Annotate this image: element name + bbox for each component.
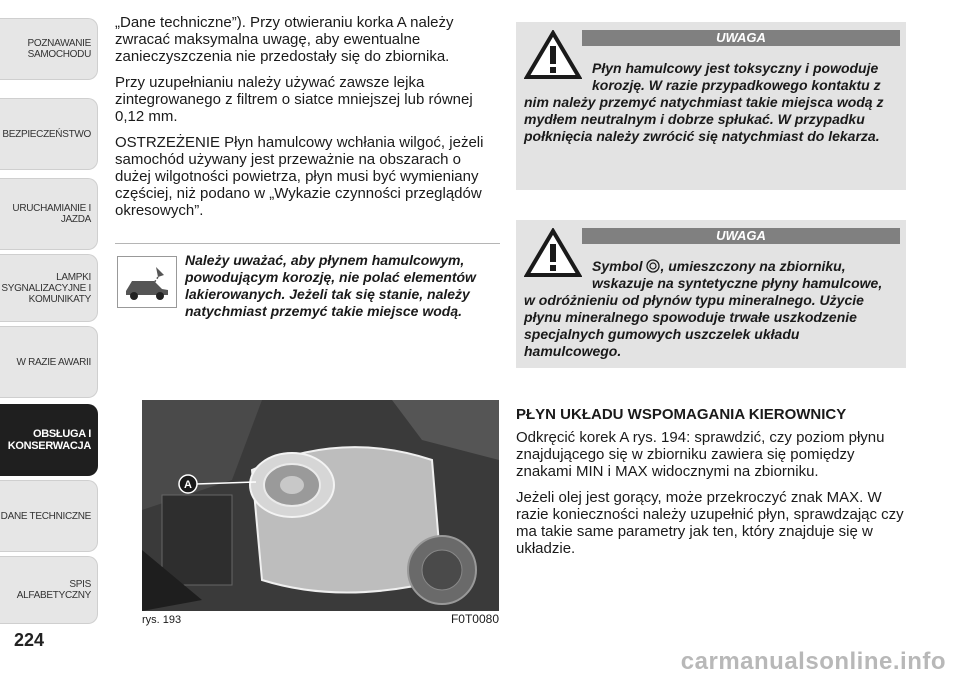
paint-caution-note xyxy=(115,243,500,320)
warning-triangle-icon xyxy=(524,228,582,278)
car-paint-icon xyxy=(117,256,177,308)
tab-lampki-sygnalizacyjne[interactable] xyxy=(0,254,98,322)
figure-code: F0T0080 xyxy=(450,612,499,626)
page-number: 224 xyxy=(14,630,45,650)
tab-obsluga-i-konserwacja[interactable] xyxy=(0,404,98,476)
tab-label: DANE TECHNICZNE xyxy=(0,510,91,522)
paragraph: „Dane techniczne”). Przy otwieraniu korka A należy zwracać maksymalna uwagę, aby ewentualne zanieczyszczenia nie przedostały się do zbiornika. xyxy=(115,14,454,65)
section-title: PŁYN UKŁADU WSPOMAGANIA KIEROWNICY xyxy=(516,406,847,423)
warning-heading: UWAGA xyxy=(582,228,900,244)
tab-bezpieczenstwo[interactable] xyxy=(0,98,98,170)
watermark: carmanualsonline.info xyxy=(680,648,946,675)
tab-uruchamianie-i-jazda[interactable] xyxy=(0,178,98,250)
caption-text: rys. 193 xyxy=(142,614,182,626)
engine-bay-image xyxy=(142,400,499,611)
warning-text: Płyn hamulcowy jest toksyczny i powoduje korozję. W razie przypadkowego kontaktu z nim należy przemyć natychmiast takie miejsca wodą z mydłem neutralnym i dobrze spłukać. W przypadku połknięcia należy zwrócić się natychmiast do lekarza. xyxy=(524,60,884,144)
tab-spis-alfabetyczny[interactable] xyxy=(0,556,98,624)
warning-text: Symbol , umieszczony na zbiorniku, wskazuje na syntetyczne płyny hamulcowe, w odróżnieniu od płynów typu mineralnego. Użycie płynu mineralnego spowoduje trwałe uszkodzenie specjalnych gumowych uszczelek układu hamulcowego. xyxy=(524,258,883,359)
tab-label: OBSŁUGA I KONSERWACJA xyxy=(7,428,91,452)
paragraph: Odkręcić korek A rys. 194: sprawdzić, czy poziom płynu znajdującego się w zbiorniku zawiera się pomiędzy znakami MIN i MAX widocznymi na zbiorniku. xyxy=(516,429,885,480)
tab-w-razie-awarii[interactable] xyxy=(0,326,98,398)
chapter-sidebar xyxy=(0,0,100,678)
tab-poznawanie-samochodu[interactable] xyxy=(0,18,98,80)
tab-label: POZNAWANIE SAMOCHODU xyxy=(27,38,91,60)
tab-dane-techniczne[interactable] xyxy=(0,480,98,552)
right-column xyxy=(516,22,906,566)
tab-label: BEZPIECZEŃSTWO xyxy=(2,128,91,140)
paragraph: Jeżeli olej jest gorący, może przekroczyć znak MAX. W razie konieczności należy uzupełnić płyn, sprawdzając czy ma takie same parametry jak ten, który znajduje się w układzie. xyxy=(516,489,904,557)
brake-reservoir-photo xyxy=(142,400,499,611)
warning-box-symbol xyxy=(516,220,906,368)
tab-label: SPIS ALFABETYCZNY xyxy=(16,579,91,601)
callout-a: A xyxy=(184,479,192,491)
paragraph: OSTRZEŻENIE Płyn hamulcowy wchłania wilgoć, jeżeli samochód używany jest przeważnie na obszarach o dużej wilgotności powietrza, płyn musi być wymieniany częściej, niż podano w „Wykazie czynności przeglądów okresowych”. xyxy=(115,134,484,219)
tab-label: URUCHAMIANIE I JAZDA xyxy=(12,203,91,225)
brake-fluid-symbol-icon xyxy=(646,259,660,273)
warning-box-toxic xyxy=(516,22,906,190)
power-steering-section xyxy=(516,406,906,557)
tab-label: W RAZIE AWARII xyxy=(16,356,91,368)
note-text: Należy uważać, aby płynem hamulcowym, powodującym korozję, nie polać elementów lakierowanych. Jeżeli tak się stanie, należy natychmiast przemyć takie miejsce wodą. xyxy=(185,252,476,319)
warning-triangle-icon xyxy=(524,30,582,80)
tab-label: LAMPKI SYGNALIZACYJNE I KOMUNIKATY xyxy=(1,271,91,305)
figure-caption xyxy=(142,614,499,628)
left-column xyxy=(115,14,500,320)
paragraph: Przy uzupełnianiu należy używać zawsze lejka zintegrowanego z filtrem o siatce mniejszej lub równej 0,12 mm. xyxy=(115,74,473,125)
warning-heading: UWAGA xyxy=(582,30,900,46)
